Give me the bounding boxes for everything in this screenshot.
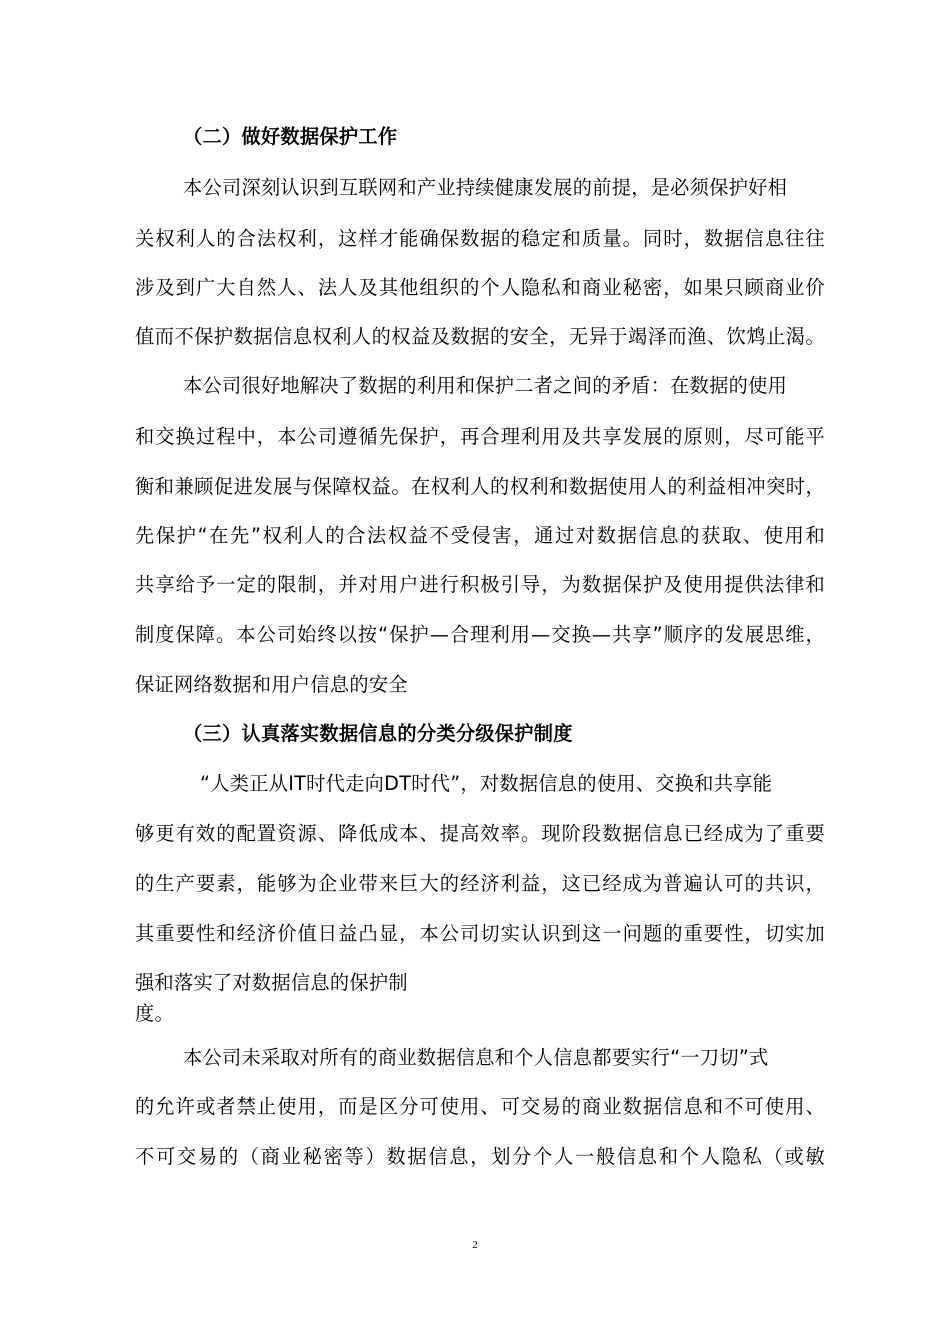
text-line: 本公司很好地解决了数据的利用和保护二者之间的矛盾：在数据的使用 <box>183 374 788 397</box>
text-line: 关权利人的合法权利，这样才能确保数据的稳定和质量。同时，数据信息往往 <box>135 227 825 250</box>
text-line: 值而不保护数据信息权利人的权益及数据的安全，无异于竭泽而渔、饮鸩止渴。 <box>135 325 825 348</box>
section-heading: （三）认真落实数据信息的分类分级保护制度 <box>183 722 573 745</box>
text-line: 的生产要素，能够为企业带来巨大的经济利益，这已经成为普遍认可的共识， <box>135 872 825 895</box>
text-line: 本公司深刻认识到互联网和产业持续健康发展的前提，是必须保护好相 <box>183 176 788 199</box>
text-line: 够更有效的配置资源、降低成本、提高效率。现阶段数据信息已经成为了重要 <box>135 822 825 845</box>
text-line: 衡和兼顾促进发展与保障权益。在权利人的权利和数据使用人的利益相冲突时， <box>135 475 825 498</box>
text-line: 本公司未采取对所有的商业数据信息和个人信息都要实行“一刀切”式 <box>183 1046 769 1069</box>
section-heading: （二）做好数据保护工作 <box>183 125 398 148</box>
text-line: 其重要性和经济价值日益凸显，本公司切实认识到这一问题的重要性，切实加 <box>135 922 825 945</box>
text-line: 共享给予一定的限制，并对用户进行积极引导，为数据保护及使用提供法律和 <box>135 573 825 596</box>
text-line: 涉及到广大自然人、法人及其他组织的个人隐私和商业秘密，如果只顾商业价 <box>135 276 825 299</box>
page-number: 2 <box>472 1239 478 1251</box>
text-line: 和交换过程中，本公司遵循先保护，再合理利用及共享发展的原则，尽可能平 <box>135 425 825 448</box>
text-line: 保证网络数据和用户信息的安全 <box>135 673 408 696</box>
text-line: 的允许或者禁止使用，而是区分可使用、可交易的商业数据信息和不可使用、 <box>135 1095 825 1118</box>
text-line: “人类正从IT时代走向DT时代”，对数据信息的使用、交换和共享能 <box>200 772 773 795</box>
text-line: 不可交易的（商业秘密等）数据信息，划分个人一般信息和个人隐私（或敏 <box>135 1145 825 1168</box>
text-line: 先保护“在先”权利人的合法权益不受侵害，通过对数据信息的获取、使用和 <box>135 524 825 547</box>
text-line: 制度保障。本公司始终以按“保护—合理利用—交换—共享”顺序的发展思维， <box>135 623 825 646</box>
text-line: 度。 <box>135 1002 174 1025</box>
text-line: 强和落实了对数据信息的保护制 <box>135 971 408 994</box>
